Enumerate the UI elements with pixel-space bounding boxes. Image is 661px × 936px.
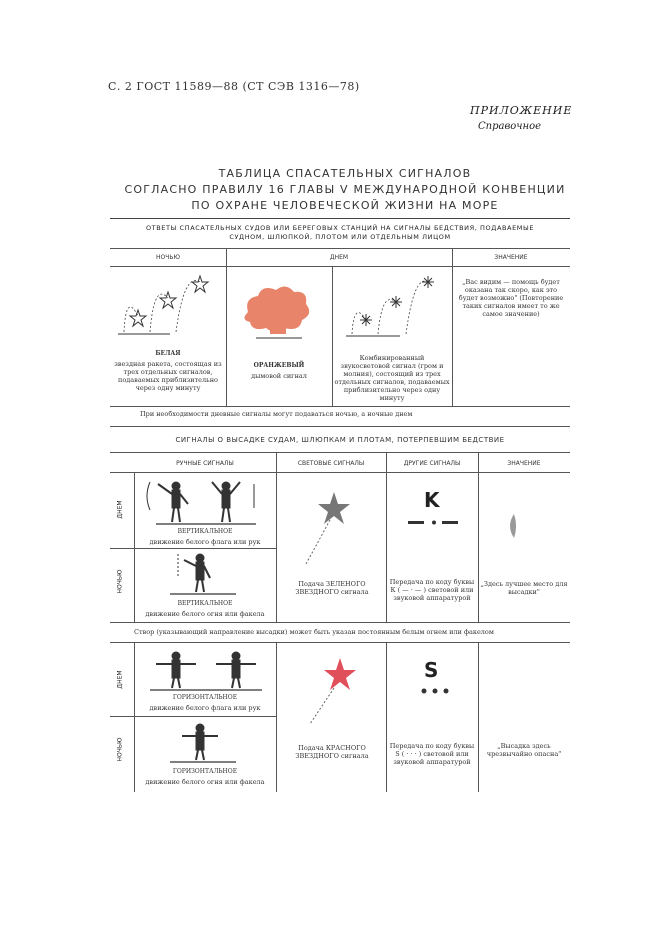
white-title: БЕЛАЯ xyxy=(155,350,181,357)
col-night-header: НОЧЬЮ xyxy=(156,254,180,261)
table1-top-rule xyxy=(110,218,570,219)
green-star-description: Подача ЗЕЛЕНОГО ЗВЕЗДНОГО сигнала xyxy=(295,580,369,596)
orange-smoke-icon xyxy=(226,280,332,350)
table1 xyxy=(110,220,570,418)
title-line-2: СОГЛАСНО ПРАВИЛУ 16 ГЛАВЫ V МЕЖДУНАРОДНОЙ КОНВЕНЦИИ xyxy=(124,183,566,196)
col-meaning-header: ЗНАЧЕНИЕ xyxy=(494,254,528,261)
k-description: Передача по коду буквы К ( — · — ) световой или звуковой аппаратурой xyxy=(389,578,475,602)
grey-mark-icon xyxy=(504,512,524,542)
document-title xyxy=(110,166,580,214)
title-line-3: ПО ОХРАНЕ ЧЕЛОВЕЧЕСКОЙ ЖИЗНИ НА МОРЕ xyxy=(191,199,499,212)
table1-caption xyxy=(110,224,570,242)
col-day-header: ДНЕМ xyxy=(329,254,349,261)
divider xyxy=(478,452,479,622)
row-day-label: ДНЕМ xyxy=(116,500,124,519)
vertical-night-description: движение белого огня или факела xyxy=(145,610,265,618)
col-hand-header: РУЧНЫЕ СИГНАЛЫ xyxy=(176,460,234,467)
orange-title: ОРАНЖЕВЫЙ xyxy=(253,362,305,369)
divider xyxy=(386,642,387,792)
divider xyxy=(386,452,387,622)
divider xyxy=(110,452,570,453)
row-night-label: НОЧЬЮ xyxy=(116,569,124,594)
horizontal-title-day: ГОРИЗОНТАЛЬНОЕ xyxy=(172,694,238,701)
s-description: Передача по коду буквы S ( · · · ) световой или звуковой аппаратурой xyxy=(389,742,475,766)
red-star-signal-icon xyxy=(300,656,380,726)
divider xyxy=(276,642,277,792)
divider xyxy=(110,426,570,427)
morse-k-icon xyxy=(404,518,464,528)
orange-description: дымовой сигнал xyxy=(251,372,307,380)
horizontal-night-description: движение белого огня или факела xyxy=(145,778,265,786)
green-star-signal-icon xyxy=(286,486,386,566)
table1-caption-line2: СУДНОМ, ШЛЮПКОЙ, ПЛОТОМ ИЛИ ОТДЕЛЬНЫМ ЛИЦОМ xyxy=(229,233,451,241)
vertical-title-day: ВЕРТИКАЛЬНОЕ xyxy=(177,528,233,535)
col-meaning-header: ЗНАЧЕНИЕ xyxy=(507,460,541,467)
horizontal-torch-figure-icon xyxy=(160,722,260,766)
red-star-description: Подача КРАСНОГО ЗВЕЗДНОГО сигнала xyxy=(295,744,369,760)
divider xyxy=(110,642,570,643)
combo-description: Комбинированный звукосветовой сигнал (гром и молния), состоящий из трех отдельных сигналов, подаваемых приблизительно через одну минуту xyxy=(334,354,450,402)
meaning-2: „Высадка здесь чрезвычайно опасна" xyxy=(486,742,562,758)
vertical-flag-figures-icon xyxy=(136,478,276,528)
vertical-title-night: ВЕРТИКАЛЬНОЕ xyxy=(177,600,233,607)
table1-caption-line1: ОТВЕТЫ СПАСАТЕЛЬНЫХ СУДОВ ИЛИ БЕРЕГОВЫХ СТАНЦИЙ НА СИГНАЛЫ БЕДСТВИЯ, ПОДАВАЕМЫЕ xyxy=(145,224,535,232)
table1-meaning: „Вас видим — помощь будет оказана так скоро, как это будет возможно" (Повторение таких сигналов имеет то же самое значение) xyxy=(458,278,564,318)
divider xyxy=(478,642,479,792)
divider xyxy=(110,472,570,473)
divider xyxy=(452,248,453,406)
row-day-label-2: ДНЕМ xyxy=(116,670,124,689)
white-star-rockets-icon xyxy=(110,272,226,342)
divider xyxy=(110,248,570,249)
appendix-label: ПРИЛОЖЕНИЕ xyxy=(470,104,573,117)
divider xyxy=(110,266,570,267)
divider xyxy=(110,716,276,717)
document-reference: С. 2 ГОСТ 11589—88 (СТ СЭВ 1316—78) xyxy=(108,80,360,93)
appendix-sublabel: Справочное xyxy=(478,121,542,132)
table2-caption: СИГНАЛЫ О ВЫСАДКЕ СУДАМ, ШЛЮПКАМ И ПЛОТАМ, ПОТЕРПЕВШИМ БЕДСТВИЕ xyxy=(175,436,505,444)
letter-s: S xyxy=(424,658,439,682)
white-description: звездная ракета, состоящая из трех отдельных сигналов, подаваемых приблизительно через одну минуту xyxy=(114,360,222,392)
horizontal-day-description: движение белого флага или рук xyxy=(149,704,261,712)
horizontal-title-night: ГОРИЗОНТАЛЬНОЕ xyxy=(172,768,238,775)
meaning-1: „Здесь лучшее место для высадки" xyxy=(480,580,568,596)
morse-s-icon xyxy=(418,686,458,696)
letter-k: K xyxy=(424,488,440,512)
divider xyxy=(110,548,276,549)
vertical-day-description: движение белого флага или рук xyxy=(149,538,261,546)
col-other-header: ДРУГИЕ СИГНАЛЫ xyxy=(403,460,461,467)
divider xyxy=(110,406,570,407)
horizontal-flag-figures-icon xyxy=(136,650,276,692)
table2-footnote: Створ (указывающий направление высадки) может быть указан постоянным белым огнем или факелом xyxy=(134,628,494,636)
divider xyxy=(276,452,277,622)
row-night-label-2: НОЧЬЮ xyxy=(116,737,124,762)
vertical-torch-figure-icon xyxy=(160,552,260,598)
col-light-header: СВЕТОВЫЕ СИГНАЛЫ xyxy=(297,460,365,467)
sound-light-burst-icon xyxy=(332,270,452,350)
table1-footnote: При необходимости дневные сигналы могут подаваться ночью, а ночные днем xyxy=(140,410,413,418)
divider xyxy=(110,622,570,623)
title-line-1: ТАБЛИЦА СПАСАТЕЛЬНЫХ СИГНАЛОВ xyxy=(218,167,472,180)
